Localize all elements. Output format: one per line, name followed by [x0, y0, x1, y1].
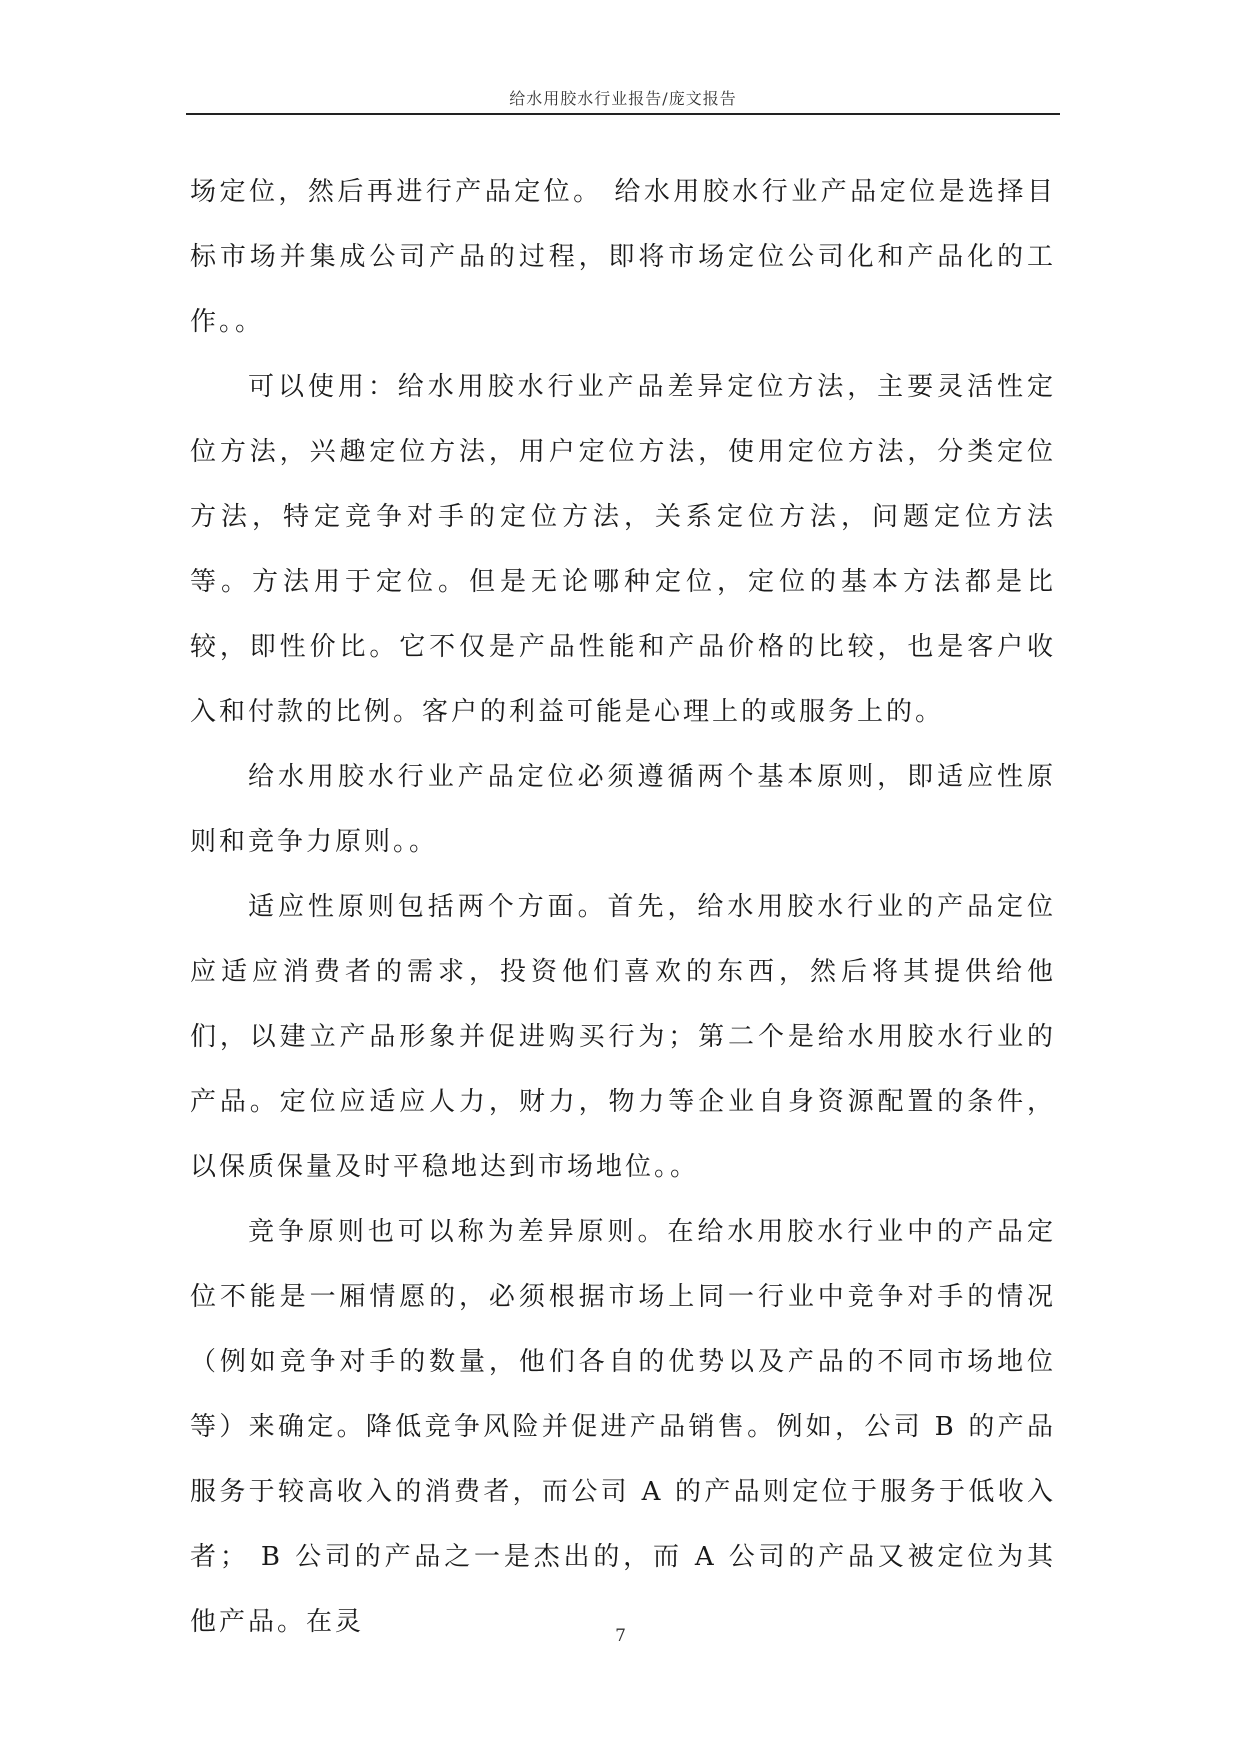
paragraph-4: 适应性原则包括两个方面。首先，给水用胶水行业的产品定位应适应消费者的需求，投资他们喜欢的东西，然后将其提供给他们，以建立产品形象并促进购买行为；第二个是给水用胶水行业的产品。定位应适应人力，财力，物力等企业自身资源配置的条件，以保质保量及时平稳地达到市场地位。。	[190, 892, 1056, 1182]
document-body	[190, 160, 1056, 1655]
header-divider	[186, 113, 1060, 115]
page-header-title: 给水用胶水行业报告/庞文报告	[509, 89, 737, 108]
paragraph-2: 可以使用：给水用胶水行业产品差异定位方法，主要灵活性定位方法，兴趣定位方法，用户定位方法，使用定位方法，分类定位方法，特定竞争对手的定位方法，关系定位方法，问题定位方法等。方法用于定位。但是无论哪种定位，定位的基本方法都是比较，即性价比。它不仅是产品性能和产品价格的比较，也是客户收入和付款的比例。客户的利益可能是心理上的或服务上的。	[190, 372, 1056, 727]
paragraph-5: 竞争原则也可以称为差异原则。在给水用胶水行业中的产品定位不能是一厢情愿的，必须根据市场上同一行业中竞争对手的情况（例如竞争对手的数量，他们各自的优势以及产品的不同市场地位等）来确定。降低竞争风险并促进产品销售。例如，公司 B 的产品服务于较高收入的消费者，而公司 A 的产品则定位于服务于低收入者； B 公司的产品之一是杰出的，而 A 公司的产品又被定位为其他产品。在灵	[190, 1217, 1056, 1637]
page-number: 7	[615, 1626, 626, 1646]
paragraph-3: 给水用胶水行业产品定位必须遵循两个基本原则，即适应性原则和竞争力原则。。	[190, 762, 1056, 857]
paragraph-1: 场定位，然后再进行产品定位。 给水用胶水行业产品定位是选择目标市场并集成公司产品的过程，即将市场定位公司化和产品化的工作。。	[190, 177, 1056, 337]
